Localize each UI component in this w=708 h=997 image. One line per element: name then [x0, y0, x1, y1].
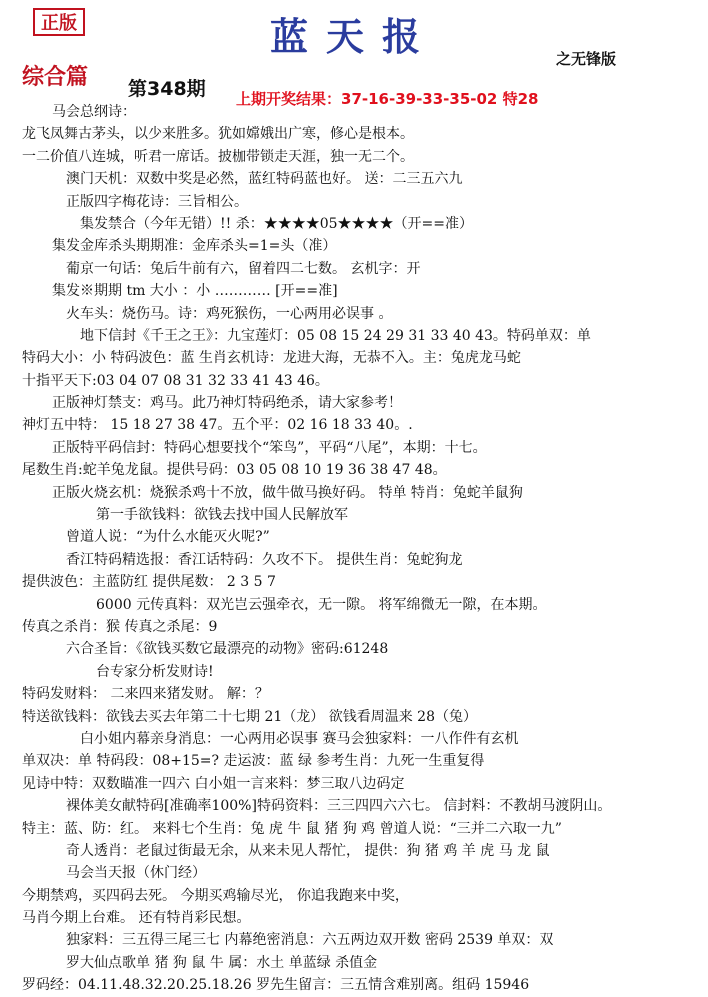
- text-line: 澳门天机：双数中奖是必然，蓝红特码蓝也好。 送：二三五六九: [66, 171, 463, 188]
- text-line: 传真之杀肖：猴 传真之杀尾：9: [22, 618, 218, 635]
- text-line: 台专家分析发财诗!: [96, 663, 214, 680]
- text-line: 正版火烧玄机：烧猴杀鸡十不放，做牛做马换好码。 特单 特肖：兔蛇羊鼠狗: [52, 484, 523, 501]
- text-line: 裸体美女献特码[准确率100%]特码资料：三三四四六六七。 信封料：不教胡马渡阴山。: [66, 798, 612, 815]
- text-line: 独家料：三五得三尾三七 内幕绝密消息：六五两边双开数 密码 2539 单双：双: [66, 932, 554, 949]
- text-line: 白小姐内幕亲身消息：一心两用必误事 赛马会独家料：一八作件有玄机: [80, 730, 519, 747]
- text-line: 地下信封《千王之王》：九宝莲灯：05 08 15 24 29 31 33 40 43。特码单双：单: [80, 327, 591, 344]
- text-line: 香江特码精选报：香江话特码：久攻不下。 提供生肖：兔蛇狗龙: [66, 551, 463, 568]
- text-line: 正版神灯禁支：鸡马。此乃神灯特码绝杀，请大家参考！: [52, 395, 402, 412]
- text-line: 十指平天下:03 04 07 08 31 32 33 41 43 46。: [22, 372, 329, 389]
- text-line: 6000 元传真料：双光岂云强牵衣，无一隙。 将军绵微无一隙，在本期。: [96, 596, 547, 613]
- text-line: 六合圣旨：《欲钱买数它最漂亮的动物》密码:61248: [66, 641, 389, 658]
- text-line: 提供波色：主蓝防红 提供尾数： 2 3 5 7: [22, 574, 276, 591]
- text-line: 正版四字梅花诗：三旨相公。: [66, 193, 248, 210]
- text-line: 集发金库杀头期期准：金库杀头=1=头（准）: [52, 238, 337, 255]
- text-line: 单双决：单 特码段：08+15=? 走运波：蓝 绿 参考生肖：九死一生重复得: [22, 753, 485, 770]
- edition-label: 之无锋版: [555, 50, 616, 68]
- last-draw-result: 上期开奖结果：37-16-39-33-35-02 特28: [236, 90, 539, 108]
- text-line: 见诗中特：双数瞄准一四六 白小姐一言来料：梦三取八边码定: [22, 775, 405, 792]
- text-line: 一二价值八连城，听君一席话。披枷带锁走天涯，独一无二个。: [22, 148, 414, 165]
- issue-number: 第348期: [128, 78, 206, 100]
- text-line: 奇人透肖：老鼠过街最无余，从来未见人帮忙， 提供：狗 猪 鸡 羊 虎 马 龙 鼠: [66, 842, 550, 859]
- text-line: 第一手欲钱料：欲钱去找中国人民解放军: [96, 507, 348, 524]
- text-line: 特码发财料： 二来四来猪发财。 解：？: [22, 686, 269, 703]
- text-line: 正版特平码信封：特码心想要找个“笨鸟”，平码“八尾”，本期：十七。: [52, 439, 487, 456]
- text-line: 罗码经：04.11.48.32.20.25.18.26 罗先生留言：三五情含难别离。组码 15946: [22, 977, 530, 994]
- text-line: 龙飞凤舞古茅头，以少来胜多。犹如嫦娥出广寒，修心是根本。: [22, 126, 414, 143]
- newspaper-title: 蓝天报: [269, 14, 438, 59]
- text-line: 今期禁鸡，买四码去死。 今期买鸡输尽光， 你追我跑来中奖，: [22, 887, 409, 904]
- text-line: 马肖今期上台难。 还有特肖彩民想。: [22, 910, 251, 927]
- text-line: 马会总纲诗：: [52, 104, 136, 120]
- text-line: 特主：蓝、防：红。 来料七个生肖：兔 虎 牛 鼠 猪 狗 鸡 曾道人说：“三并二六取一九”: [22, 820, 562, 837]
- text-line: 神灯五中特： 15 18 27 38 47。五个平：02 16 18 33 40。.: [22, 417, 413, 434]
- text-line: 曾道人说：“为什么水能灭火呢?”: [66, 529, 270, 546]
- text-line: 马会当天报（休门经）: [66, 865, 206, 882]
- text-line: 集发※期期 tm 大小 ：小 ………… [开==准]: [52, 283, 338, 300]
- text-line: 葡京一句话：兔后牛前有六，留着四二七数。 玄机字：开: [66, 260, 421, 277]
- text-line: 特送欲钱料：欲钱去买去年第二十七期 21（龙） 欲钱看周温来 28（兔）: [22, 708, 477, 725]
- article-body: [0, 101, 708, 997]
- text-line: 火车头：烧伤马。诗：鸡死猴伤，一心两用必误事 。: [66, 305, 393, 322]
- text-line: 特码大小：小 特码波色：蓝 生肖玄机诗：龙进大海，无恭不入。主：兔虎龙马蛇: [22, 350, 521, 367]
- text-line: 集发禁合（今年无错）!! 杀：★★★★05★★★★（开==准）: [80, 215, 473, 232]
- text-line: 尾数生肖:蛇羊兔龙鼠。提供号码：03 05 08 10 19 36 38 47 48。: [22, 462, 447, 479]
- genuine-stamp: 正版: [33, 8, 85, 36]
- section-label: 综合篇: [22, 65, 89, 90]
- text-line: 罗大仙点歌单 猪 狗 鼠 牛 属：水土 单蓝绿 杀值金: [66, 954, 378, 971]
